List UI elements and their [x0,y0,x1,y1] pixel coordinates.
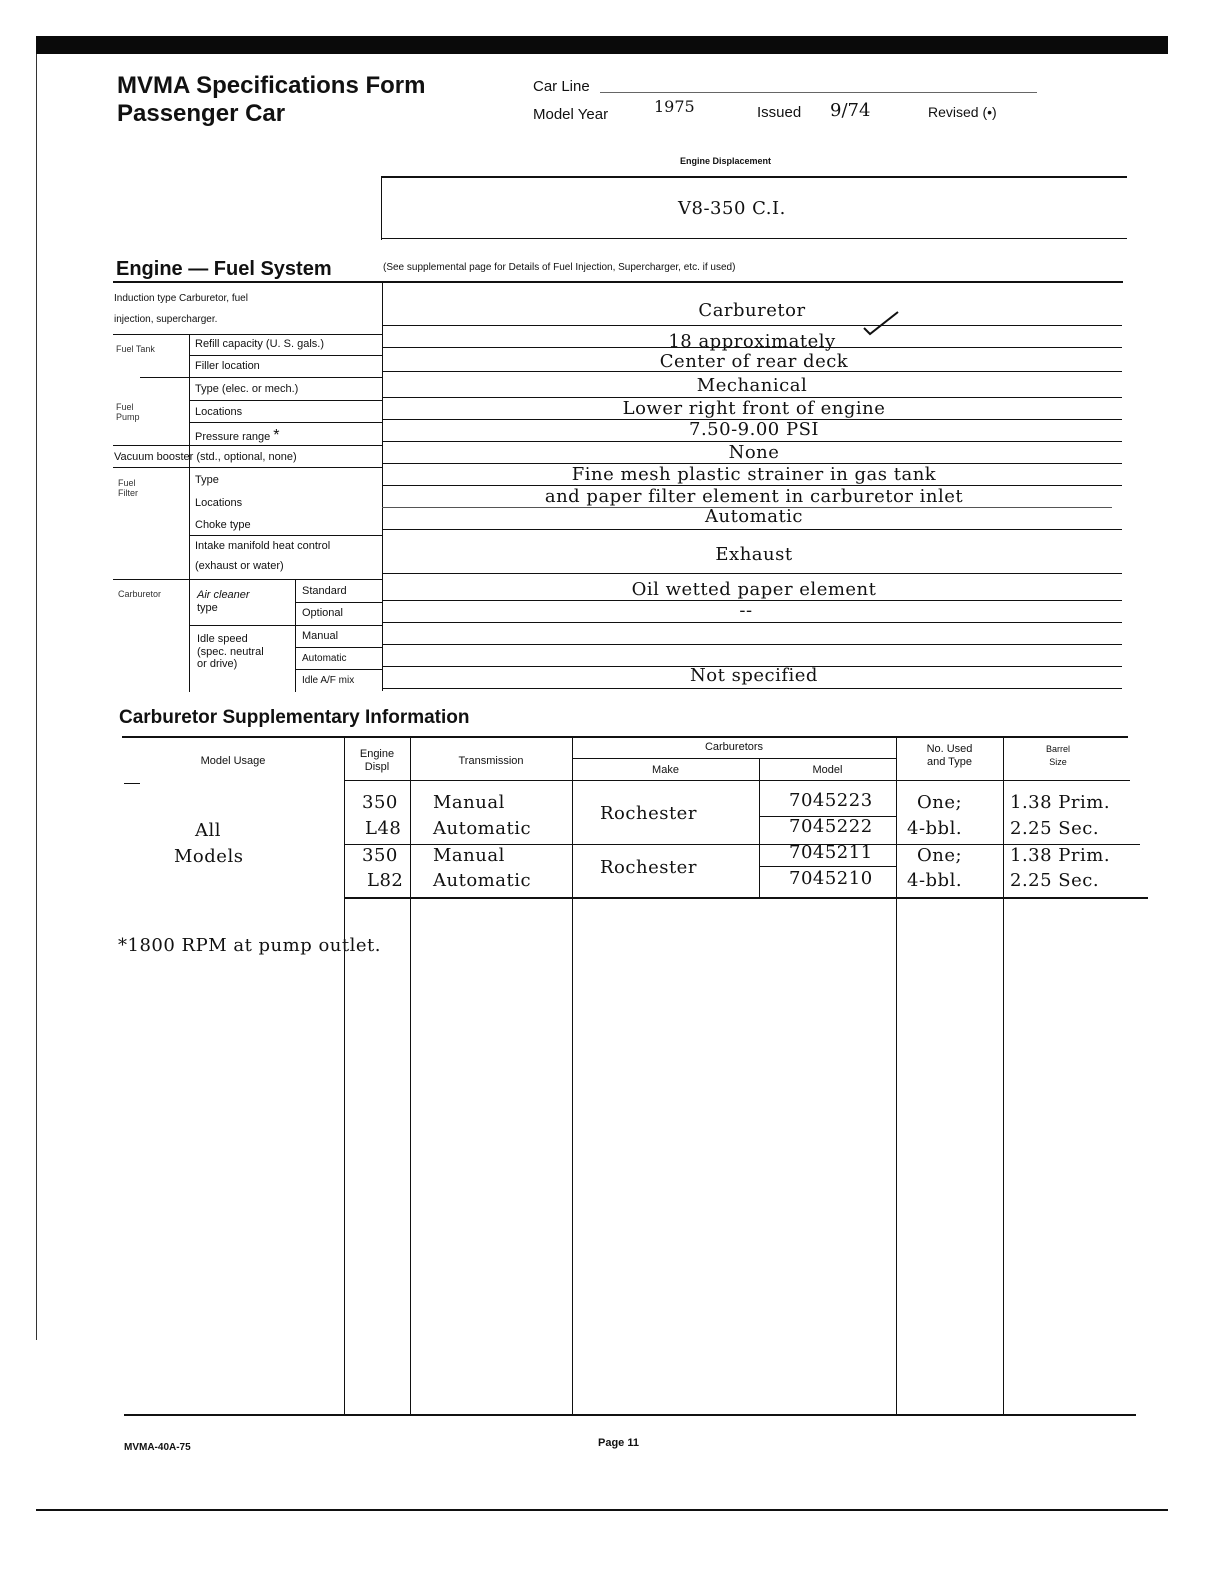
carb-top-rule [122,736,1128,738]
manual-label: Manual [302,630,339,642]
carb-bottom-rule [344,897,1148,899]
table-row-1-trans: Manual [433,792,505,813]
fuel-group-col-rule [189,334,190,692]
label-rule-8 [189,535,382,536]
label-rule-5 [189,422,382,423]
carb-header-bottom-rule [344,780,1130,781]
header-barrel-size-1: Barrel [1045,744,1070,754]
label-rule-12 [295,647,382,648]
rule-r11 [382,573,1122,574]
header-no-used-2: and Type [926,756,973,768]
engine-displacement-label: Engine Displacement [680,156,772,166]
carb-col-rule-2 [410,738,411,1414]
pump-type-value: Mechanical [696,375,808,396]
label-rule-1 [113,334,382,335]
table-row-1-displ: 350 [362,792,398,813]
bottom-page-rule [36,1509,1168,1511]
label-rule-13 [295,669,382,670]
header-barrel-size [1003,743,1113,769]
header-make: Make [652,764,679,776]
table-row-3-displ: 350 [362,845,398,866]
table-row-2-trans: Automatic [433,818,532,839]
pressure-range-text: Pressure range [195,431,271,443]
air-cleaner-label-1: Air cleaner [197,589,250,601]
choke-type-label: Choke type [195,519,251,531]
form-title-line2: Passenger Car [117,100,286,127]
label-rule-4 [189,400,382,401]
table-row-1-no: One; [917,792,963,813]
pump-locations-value: Lower right front of engine [622,398,886,419]
fuel-system-note: (See supplemental page for Details of Fuel Injection, Supercharger, etc. if used) [383,262,736,273]
label-rule-10 [295,602,382,603]
issued-value: 9/74 [830,100,871,121]
table-row-2-model: 7045222 [789,816,873,837]
idle-speed-label-2: (spec. neutral [197,646,264,658]
optional-label: Optional [302,607,343,619]
filler-label: Filler location [195,360,260,372]
carb-col-rule-4 [759,758,760,898]
table-row-4-trans: Automatic [433,870,532,891]
form-title-line1: MVMA Specifications Form [117,72,426,99]
filter-locations-value: and paper filter element in carburetor inlet [544,486,964,507]
header-no-used-1: No. Used [926,743,973,755]
carb-make-1: Rochester [600,803,697,824]
displacement-bottom-rule [381,238,1127,239]
car-line-label: Car Line [533,78,590,95]
standard-label: Standard [302,585,347,597]
refill-value: 18 approximately [668,331,836,352]
table-row-3-trans: Manual [433,845,505,866]
carb-col-rule-1 [344,738,345,1414]
pressure-asterisk: * [273,427,280,444]
induction-value: Carburetor [698,300,806,321]
vacuum-booster-label: Vacuum booster (std., optional, none) [114,451,297,463]
form-title [117,72,425,128]
issued-label: Issued [757,104,802,121]
carb-row-rule-3 [759,866,896,867]
rule-r13 [382,622,1122,623]
table-row-2-displ: L48 [365,818,402,839]
label-rule-6 [113,445,382,446]
label-rule-3 [140,377,382,378]
model-year-value: 1975 [654,97,695,116]
carb-col-rule-5 [896,738,897,1414]
table-row-4-model: 7045210 [789,868,873,889]
model-usage-line1: All [195,820,222,841]
intake-heat-value: Exhaust [715,544,793,565]
checkmark-icon [862,310,902,338]
table-row-3-size: 1.38 Prim. [1010,845,1111,866]
fuel-system-top-rule [113,281,1123,283]
pressure-range-value: 7.50-9.00 PSI [688,419,820,440]
fuel-tank-group-label: Fuel Tank [116,344,155,354]
top-bar [36,36,1168,54]
header-engine-displ-1: Engine [359,748,395,760]
vacuum-booster-value: None [728,442,780,463]
displacement-left-rule [381,176,382,240]
air-cleaner-standard-value: Oil wetted paper element [631,579,877,600]
fuel-subgroup-col-rule [295,579,296,692]
rule-r14 [382,644,1122,645]
intake-label-1: Intake manifold heat control [195,540,331,552]
table-row-2-size: 2.25 Sec. [1010,818,1100,839]
revised-label: Revised (•) [928,104,997,120]
header-model-usage: Model Usage [200,755,266,767]
table-row-1-model: 7045223 [789,790,873,811]
carb-table-end-rule [124,1414,1136,1416]
rule-r16 [382,688,1122,689]
footnote: *1800 RPM at pump outlet. [118,935,381,956]
model-usage-line2: Models [174,846,244,867]
label-rule-11 [189,625,382,626]
air-cleaner-label-2: type [197,602,218,614]
air-cleaner-optional-value: -- [739,600,753,621]
pump-type-label: Type (elec. or mech.) [195,383,299,395]
header-engine-displ [344,748,410,774]
table-row-4-size: 2.25 Sec. [1010,870,1100,891]
rule-r10 [382,529,1122,530]
choke-type-value: Automatic [704,506,804,527]
carb-make-2: Rochester [600,857,697,878]
table-row-3-model: 7045211 [789,842,873,863]
header-no-used [896,743,1003,769]
header-barrel-size-2: Size [1049,757,1067,767]
header-carburetors: Carburetors [704,741,764,753]
table-row-1-size: 1.38 Prim. [1010,792,1111,813]
induction-label-1: Induction type Carburetor, fuel [114,293,248,304]
header-model: Model [812,764,843,776]
idle-af-value: Not specified [690,665,818,686]
table-row-3-no: One; [917,845,963,866]
filter-type-value: Fine mesh plastic strainer in gas tank [571,464,937,485]
automatic-label: Automatic [302,653,347,664]
engine-displacement-value: V8-350 C.I. [678,198,786,219]
table-row-4-no: 4-bbl. [907,870,963,891]
pump-locations-label: Locations [195,406,243,418]
displacement-top-rule [381,176,1127,178]
table-row-4-displ: L82 [367,870,404,891]
rule-r1 [382,325,1122,326]
intake-label-2: (exhaust or water) [195,560,284,572]
fuel-value-col-rule [382,283,383,691]
pressure-range-label [195,427,280,445]
label-rule-2 [189,355,382,356]
idle-speed-label-1: Idle speed [197,633,248,645]
page-number: Page 11 [598,1437,639,1449]
carb-header-left-rule [124,783,140,784]
carburetor-group-label: Carburetor [118,589,162,599]
fuel-system-title: Engine — Fuel System [116,258,332,280]
idle-af-label: Idle A/F mix [302,675,355,686]
fuel-filter-group-label: Fuel Filter [118,478,138,498]
carb-col-rule-6 [1003,738,1004,1414]
label-rule-7 [113,467,382,468]
idle-speed-label-3: or drive) [197,658,238,670]
header-transmission: Transmission [458,755,524,767]
model-year-label: Model Year [533,106,609,123]
label-rule-9 [113,579,382,580]
form-id: MVMA-40A-75 [124,1442,191,1453]
carb-supp-title: Carburetor Supplementary Information [119,707,470,728]
carb-col-rule-3 [572,738,573,1414]
fuel-pump-group-label: Fuel Pump [116,402,140,422]
filter-locations-label: Locations [195,497,243,509]
left-margin-rule [36,54,37,1340]
filter-type-label: Type [195,474,219,486]
car-line-field [600,92,1037,93]
carb-subheader-rule [572,758,896,759]
induction-label-2: injection, supercharger. [114,314,218,325]
refill-label: Refill capacity (U. S. gals.) [195,338,324,350]
header-engine-displ-2: Displ [364,761,390,773]
filler-value: Center of rear deck [659,351,849,372]
table-row-2-no: 4-bbl. [907,818,963,839]
